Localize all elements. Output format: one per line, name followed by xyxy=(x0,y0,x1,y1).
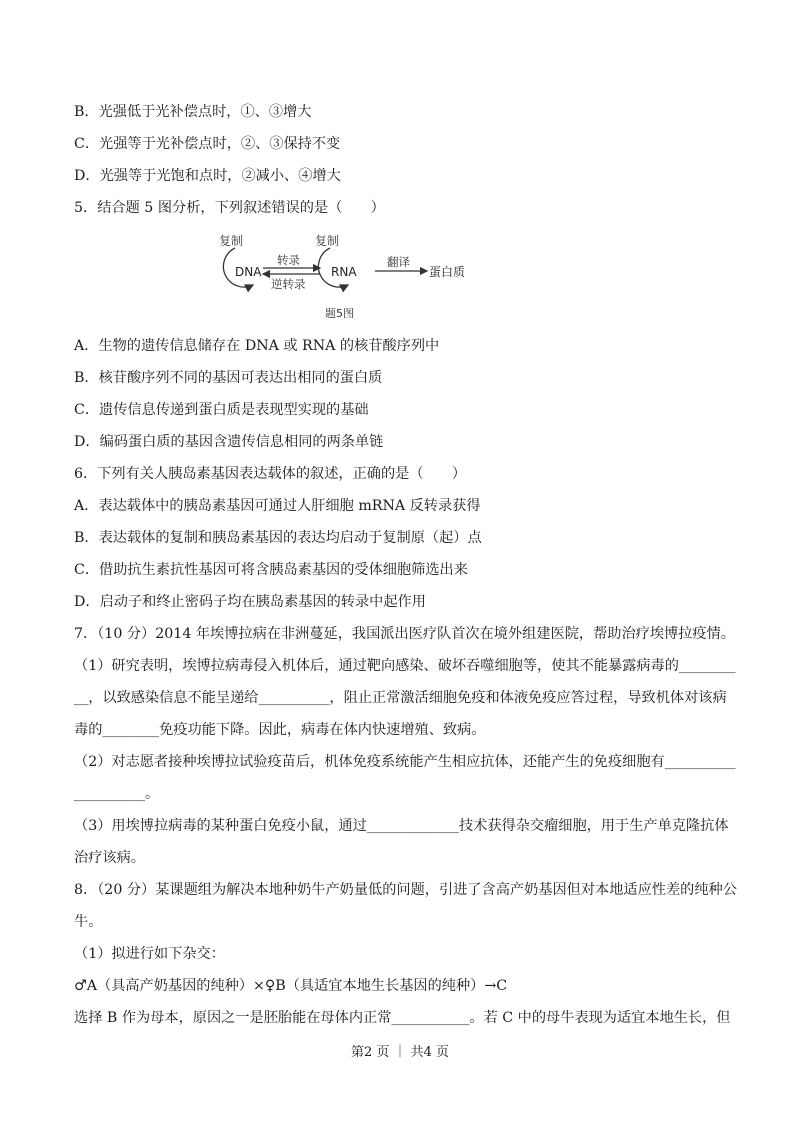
option-4b: B．光强低于光补偿点时，①、③增大 xyxy=(74,104,312,120)
question-8-cross: ♂A（具高产奶基因的纯种）×♀B（具适宜本地生长基因的纯种）→C xyxy=(74,978,508,994)
question-7-stem: 7．（10 分）2014 年埃博拉病在非洲蔓延，我国派出医疗队首次在境外组建医院，帮助治疗埃博拉疫情。 xyxy=(74,626,735,642)
option-6a: A．表达载体中的胰岛素基因可通过人肝细胞 mRNA 反转录获得 xyxy=(74,498,481,514)
question-7-part3-line1: （3）用埃博拉病毒的某种蛋白免疫小鼠，通过_____________技术获得杂交瘤细胞，用于生产单克隆抗体 xyxy=(74,818,729,834)
option-5b: B．核苷酸序列不同的基因可表达出相同的蛋白质 xyxy=(74,370,383,386)
label-replicate-right: 复制 xyxy=(315,234,340,248)
label-rna: RNA xyxy=(331,265,357,279)
question-8-part1: （1）拟进行如下杂交： xyxy=(74,946,225,962)
central-dogma-diagram xyxy=(205,228,495,324)
label-transcription: 转录 xyxy=(277,253,300,267)
option-6c: C．借助抗生素抗性基因可将含胰岛素基因的受体细胞筛选出来 xyxy=(74,562,468,578)
page-footer: 第2 页 ｜ 共4 页 xyxy=(350,1045,450,1060)
question-7-part2-line1: （2）对志愿者接种埃博拉试验疫苗后，机体免疫系统能产生相应抗体，还能产生的免疫细胞有__________ xyxy=(74,754,736,770)
question-7-part3-line2: 治疗该病。 xyxy=(74,850,145,866)
option-4c: C．光强等于光补偿点时，②、③保持不变 xyxy=(74,136,341,152)
label-translation: 翻译 xyxy=(387,255,410,269)
label-protein: 蛋白质 xyxy=(429,265,466,279)
question-7-part1-line2: __，以致感染信息不能呈递给__________，阻止正常激活细胞免疫和体液免疫应答过程，导致机体对该病 xyxy=(74,690,727,706)
question-7-part2-line2: __________。 xyxy=(74,786,160,802)
figure-5-central-dogma xyxy=(205,228,495,324)
option-6b: B．表达载体的复制和胰岛素基因的表达均启动于复制原（起）点 xyxy=(74,530,482,546)
label-reverse-transcription: 逆转录 xyxy=(271,277,306,291)
figure-caption: 题5图 xyxy=(325,307,354,320)
option-4d: D．光强等于光饱和点时，②减小、④增大 xyxy=(74,168,341,184)
question-8-stem-line2: 牛。 xyxy=(74,914,103,930)
option-6d: D．启动子和终止密码子均在胰岛素基因的转录中起作用 xyxy=(74,594,426,610)
option-5a: A．生物的遗传信息储存在 DNA 或 RNA 的核苷酸序列中 xyxy=(74,338,440,354)
question-5-stem: 5．结合题 5 图分析，下列叙述错误的是（ ） xyxy=(74,200,385,216)
option-5d: D．编码蛋白质的基因含遗传信息相同的两条单链 xyxy=(74,434,384,450)
option-5c: C．遗传信息传递到蛋白质是表现型实现的基础 xyxy=(74,402,369,418)
question-8-stem-line1: 8．（20 分）某课题组为解决本地种奶牛产奶量低的问题，引进了含高产奶基因但对本地适应性差的纯种公 xyxy=(74,882,737,898)
question-7-part1-line3: 毒的________免疫功能下降。因此，病毒在体内快速增殖、致病。 xyxy=(74,722,486,738)
label-dna: DNA xyxy=(235,265,262,279)
question-7-part1-line1: （1）研究表明，埃博拉病毒侵入机体后，通过靶向感染、破坏吞噬细胞等，使其不能暴露病毒的________ xyxy=(74,658,736,674)
question-6-stem: 6．下列有关人胰岛素基因表达载体的叙述，正确的是（ ） xyxy=(74,466,467,482)
label-replicate-left: 复制 xyxy=(219,234,244,248)
question-8-part1-text: 选择 B 作为母本，原因之一是胚胎能在母体内正常___________。若 C 中的母牛表现为适宜本地生长，但 xyxy=(74,1010,731,1026)
